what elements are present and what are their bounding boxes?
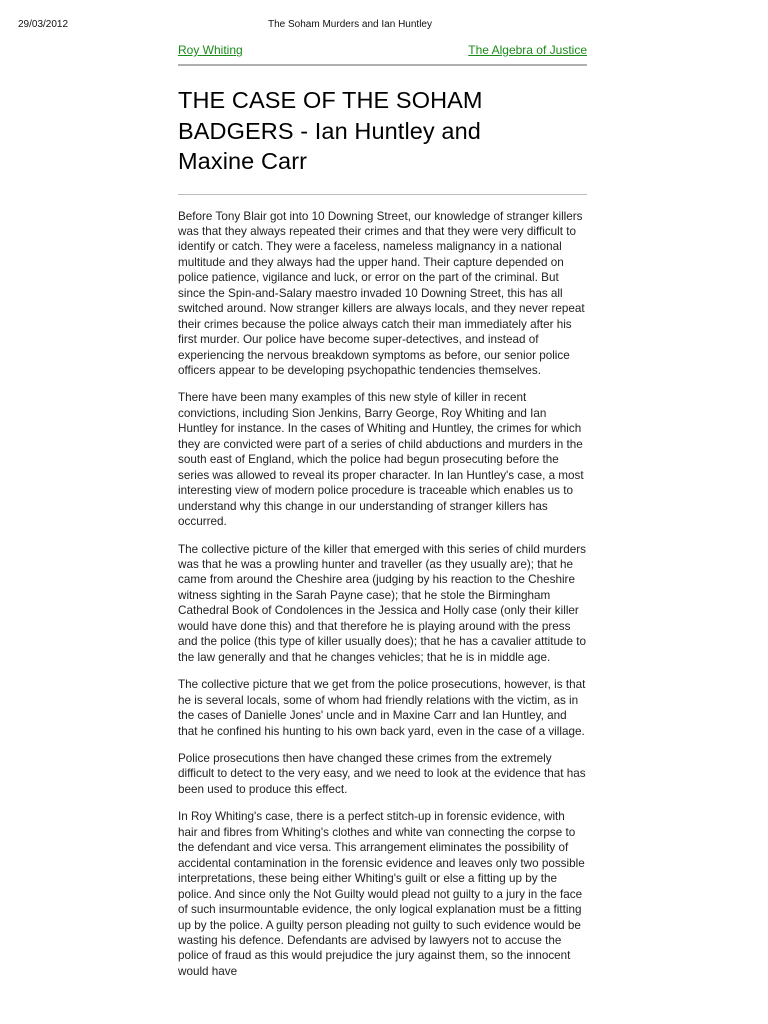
nav-link-algebra-of-justice[interactable]: The Algebra of Justice (468, 43, 587, 57)
article-body (178, 209, 587, 980)
article-title-line: Maxine Carr (178, 148, 308, 174)
article-paragraph: There have been many examples of this new style of killer in recent convictions, including Sion Jenkins, Barry George, Roy Whiting and Ian Huntley for instance. In the cases of Whiting and Huntley, the crimes for which they are convicted were part of a series of child abductions and murders in the south east of England, which the police had begun prosecuting before the series was allowed to reveal its proper character. In Ian Huntley's case, a most interesting view of modern police procedure is traceable which enables us to understand why this change in our understanding of stranger killers has occurred. (178, 391, 584, 529)
title-divider (178, 194, 587, 195)
article-title-line: BADGERS - Ian Huntley and (178, 117, 481, 144)
article-paragraph: Police prosecutions then have changed these crimes from the extremely difficult to detect to the very easy, and we need to look at the evidence that has been used to produce this effect. (178, 752, 586, 796)
article-paragraph: The collective picture of the killer that emerged with this series of child murders was that he was a prowling hunter and traveller (as they usually are); that he came from around the Cheshire area (judging by his reaction to the Cheshire witness sighting in the Sarah Payne case); that he stole the Birmingham Cathedral Book of Condolences in the Jessica and Holly case (only their killer would have done this) and that therefore he is playing around with the press and the police (this type of killer usually does); that he has a cavalier attitude to the law generally and that he changes vehicles; that he is in middle age. (178, 542, 586, 664)
print-date: 29/03/2012 (18, 19, 69, 30)
article-title-line: THE CASE OF THE SOHAM (178, 87, 483, 113)
article-paragraph: In Roy Whiting's case, there is a perfect stitch-up in forensic evidence, with hair and fibres from Whiting's clothes and white van connecting the corpse to the defendant and vice versa. This arrangement eliminates the possibility of accidental contamination in the forensic evidence and leaves only two possible interpretations, these being either Whiting's guilt or else a fitting up by the police. And since only the Not Guilty would plead not guilty to a jury in the face of such insurmountable evidence, the only logical explanation must be a fitting up by the police. A guilty person pleading not guilty to such evidence would be wasting his defence. Defendants are advised by lawyers not to accuse the police of fraud as this would prejudice the jury against them, so the innocent would have (178, 810, 585, 978)
article-paragraph: The collective picture that we get from the police prosecutions, however, is that he is several locals, some of whom had friendly relations with the victim, as in the cases of Danielle Jones' uncle and in Maxine Carr and Ian Huntley, and that he confined his hunting to his own back yard, even in the case of a village. (178, 678, 586, 738)
article-paragraph: Before Tony Blair got into 10 Downing Street, our knowledge of stranger killers was that they always repeated their crimes and that they were very difficult to identify or catch. They were a faceless, nameless malignancy in a national multitude and they always had the upper hand. Their capture depended on police patience, vigilance and luck, or error on the part of the criminal. But since the Spin-and-Salary maestro invaded 10 Downing Street, this has all switched around. Now stranger killers are always locals, and they never repeat their crimes because the police always catch their man immediately after his first murder. Our police have become super-detectives, and instead of experiencing the nervous breakdown symptoms as before, our senior police officers appear to be developing psychopathic tendencies themselves. (178, 209, 585, 378)
article-title (178, 85, 587, 177)
print-page-title: The Soham Murders and Ian Huntley (268, 19, 432, 30)
nav-link-roy-whiting[interactable]: Roy Whiting (178, 43, 243, 57)
print-header (0, 0, 768, 34)
top-navigation (178, 42, 587, 59)
nav-divider (178, 64, 587, 66)
article-page (178, 42, 587, 991)
